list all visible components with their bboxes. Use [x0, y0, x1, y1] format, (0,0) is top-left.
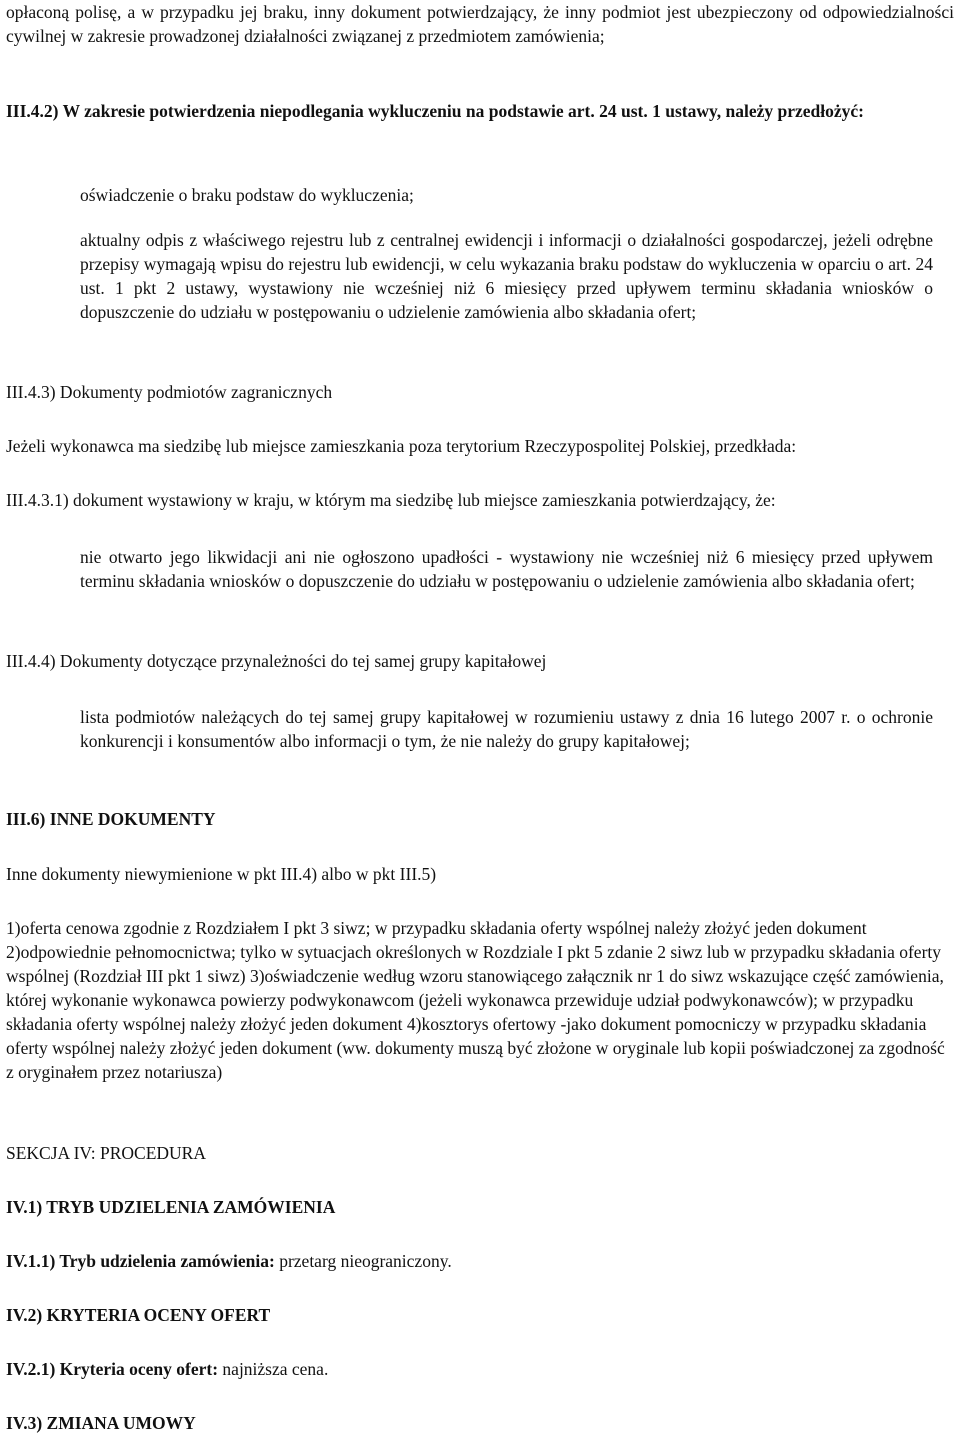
paragraph-intro: opłaconą polisę, a w przypadku jej braku, inny dokument potwierdzający, że inny podmiot jest ubezpieczony od odpowiedzialności cywilnej w zakresie prowadzonej działalności związanej z przedmiotem zamówienia;: [6, 2, 954, 46]
heading-iv-1: IV.1) TRYB UDZIELENIA ZAMÓWIENIA: [6, 1197, 336, 1217]
field-iv-2-1: [6, 1357, 954, 1381]
list-item-odpis: aktualny odpis z właściwego rejestru lub z centralnej ewidencji i informacji o działalności gospodarczej, jeżeli odrębne przepisy wymagają wpisu do rejestru lub ewidencji, w celu wykazania braku podstaw do wykluczenia w oparciu o art. 24 ust. 1 pkt 2 ustawy, wystawiony nie wcześniej niż 6 miesięcy przed upływem terminu składania wniosków o dopuszczenie do udziału w postępowaniu o udzielenie zamówienia albo składania ofert;: [80, 230, 933, 322]
field-label: IV.2.1) Kryteria oceny ofert:: [6, 1359, 219, 1379]
paragraph-inne: Inne dokumenty niewymienione w pkt III.4) albo w pkt III.5): [6, 864, 437, 884]
heading-iii-4-2: III.4.2) W zakresie potwierdzenia niepodlegania wykluczeniu na podstawie art. 24 ust. 1 ustawy, należy przedłożyć:: [6, 101, 864, 121]
heading-iii-4-4: III.4.4) Dokumenty dotyczące przynależności do tej samej grupy kapitałowej: [6, 651, 547, 671]
heading-iv-3: IV.3) ZMIANA UMOWY: [6, 1413, 196, 1433]
field-iv-1-1: [6, 1249, 954, 1273]
heading-iii-4-3: III.4.3) Dokumenty podmiotów zagranicznych: [6, 382, 333, 402]
section-iv-title: SEKCJA IV: PROCEDURA: [6, 1143, 206, 1163]
heading-iii-4-3-1: III.4.3.1) dokument wystawiony w kraju, w którym ma siedzibę lub miejsce zamieszkania potwierdzający, że:: [6, 490, 776, 510]
paragraph-siedziba: Jeżeli wykonawca ma siedzibę lub miejsce zamieszkania poza terytorium Rzeczypospolitej Polskiej, przedkłada:: [6, 436, 797, 456]
field-label: IV.1.1) Tryb udzielenia zamówienia:: [6, 1251, 275, 1271]
list-item-likwidacja: nie otwarto jego likwidacji ani nie ogłoszono upadłości - wystawiony nie wcześniej niż 6 miesięcy przed upływem terminu składania wniosków o dopuszczenie do udziału w postępowaniu o udzielenie zamówienia albo składania ofert;: [80, 547, 933, 591]
list-item-oswiadczenie: oświadczenie o braku podstaw do wykluczenia;: [80, 185, 414, 205]
list-item-lista: lista podmiotów należących do tej samej grupy kapitałowej w rozumieniu ustawy z dnia 16 lutego 2007 r. o ochronie konkurencji i konsumentów albo informacji o tym, że nie należy do grupy kapitałowej;: [80, 707, 933, 751]
field-value: przetarg nieograniczony.: [274, 1251, 452, 1271]
paragraph-oferta: 1)oferta cenowa zgodnie z Rozdziałem I pkt 3 siwz; w przypadku składania oferty wspólnej należy złożyć jeden dokument 2)odpowiednie pełnomocnictwa; tylko w sytuacjach określonych w Rozdziale I pkt 5 zdanie 2 siwz lub w przypadku składania oferty wspólnej (Rozdział III pkt 1 siwz) 3)oświadczenie według wzoru stanowiącego załącznik nr 1 do siwz wskazujące część zamówienia, której wykonanie wykonawca powierzy podwykonawcom (jeżeli wykonawca przewiduje udział podwykonawców); w przypadku składania oferty wspólnej należy złożyć jeden dokument 4)kosztorys ofertowy -jako dokument pomocniczy w przypadku składania oferty wspólnej należy złożyć jeden dokument (ww. dokumenty muszą być złożone w oryginale lub kopii poświadczonej za zgodność z oryginałem przez notariusza): [6, 918, 945, 1082]
field-value: najniższa cena.: [218, 1359, 329, 1379]
heading-iii-6: III.6) INNE DOKUMENTY: [6, 809, 216, 829]
heading-iv-2: IV.2) KRYTERIA OCENY OFERT: [6, 1305, 271, 1325]
